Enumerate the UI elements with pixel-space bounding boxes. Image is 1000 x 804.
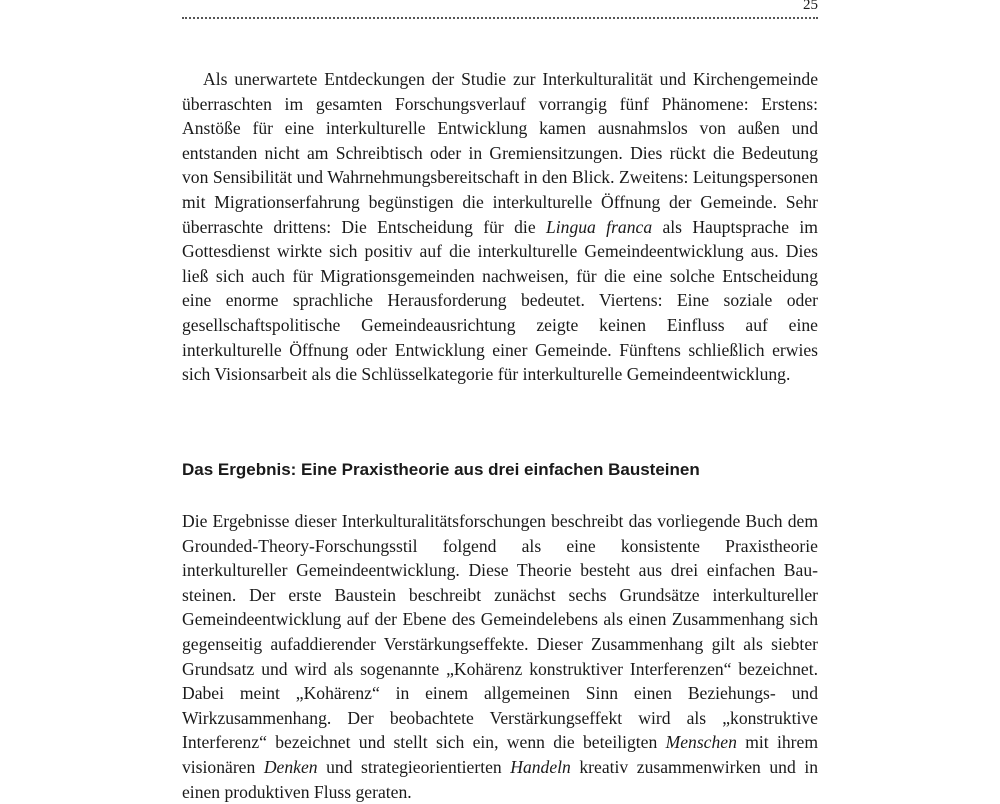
paragraph-discoveries — [182, 67, 818, 387]
paragraph-text: kreativ zusammenwirken und in einen produktiven Fluss geraten. — [182, 756, 818, 802]
paragraph-text: und strategieorientierten — [317, 756, 511, 777]
emphasis-lingua-franca: Lingua franca — [545, 216, 653, 237]
emphasis-menschen: Menschen — [665, 732, 737, 753]
emphasis-handeln: Handeln — [510, 756, 571, 777]
header-dotted-rule — [182, 17, 818, 19]
page-number: 25 — [803, 0, 818, 13]
body-text-block-1 — [182, 67, 818, 387]
paragraph-text: Als unerwartete Entdeckungen der Studie zur Interkulturalität und Kirchengemeinde überraschten im gesamten Forschungsverlauf vorrangig fünf Phänomene: Erstens: Anstöße für eine interkulturelle Entwicklung kamen ausnahmslos von außen und entstanden nicht am Schreibtisch oder in Gremiensitzungen. Dies rückt die Bedeutung von Sensibilität und Wahrnehmungsbereitschaft in den Blick. Zweitens: Leitungspersonen mit Migrationserfahrung begünstigen die interkulturelle Öffnung der Gemeinde. Sehr überraschte drittens: Die Entscheidung für die — [182, 69, 818, 237]
paragraph-results — [182, 509, 818, 804]
body-text-block-2 — [182, 509, 818, 804]
emphasis-denken: Denken — [263, 756, 318, 777]
paragraph-text: als Hauptsprache im Gottesdienst wirkte sich positiv auf die interkulturelle Gemeindeentwicklung aus. Dies ließ sich auch für Migrationsgemeinden nachweisen, für die eine solche Entscheidung eine enorme sprachliche Herausforderung bedeutet. Viertens: Eine soziale oder gesellschaftspolitische Gemeindeausrichtung zeigte keinen Einfluss auf eine interkulturelle Öffnung oder Entwicklung einer Gemeinde. Fünftens schließlich erwies sich Visionsarbeit als die Schlüsselkategorie für interkulturelle Gemeindeentwicklung. — [182, 216, 818, 385]
paragraph-text: mit ihrem visionären — [182, 732, 819, 777]
paragraph-text: Die Ergebnisse dieser Interkulturalitätsforschungen beschreibt das vorliegende Buch dem Grounded-Theory-Forschungsstil folgend als eine konsistente Praxistheorie interkultureller Gemeindeentwicklung. Diese Theorie besteht aus drei einfachen Bausteinen. Der erste Baustein beschreibt zunächst sechs Grundsätze interkultureller Gemeindeentwicklung auf der Ebene des Gemeindelebens als einen Zusammenhang sich gegenseitig aufaddierender Verstärkungseffekte. Dieser Zusammenhang gilt als siebter Grundsatz und wird als sogenannte „Kohärenz konstruktiver Interferenzen“ bezeichnet. Dabei meint „Kohärenz“ in einem allgemeinen Sinn einen Beziehungs- und Wirkzusammenhang. Der beobachtete Verstärkungseffekt wird als „konstruktive Interferenz“ bezeichnet und stellt sich ein, wenn die beteiligten — [182, 511, 818, 753]
section-heading: Das Ergebnis: Eine Praxistheorie aus drei einfachen Bausteinen — [182, 460, 700, 479]
